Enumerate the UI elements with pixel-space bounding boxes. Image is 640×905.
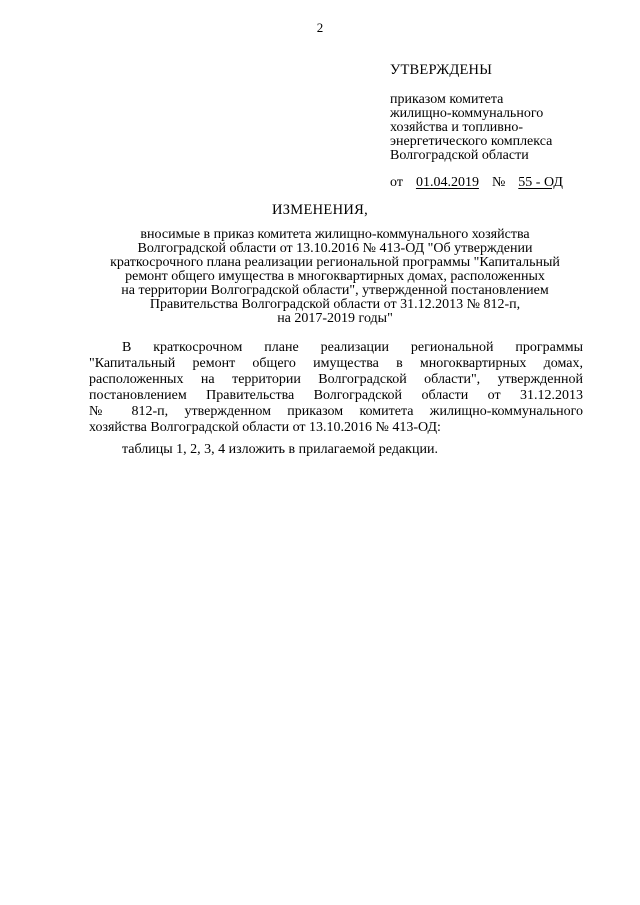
approval-block: [390, 62, 610, 191]
approval-date: 01.04.2019: [415, 175, 479, 190]
approval-line: энергетического комплекса: [390, 134, 553, 149]
body-line: расположенных на территории Волгоградской области", утвержденной: [89, 372, 583, 387]
subtitle-line: ремонт общего имущества в многоквартирных домах, расположенных: [125, 269, 545, 284]
approval-line: жилищно-коммунального: [390, 106, 544, 121]
approval-heading: УТВЕРЖДЕНЫ: [390, 62, 493, 78]
subtitle-line: Волгоградской области от 13.10.2016 № 413-ОД "Об утверждении: [137, 241, 533, 256]
body-line: постановлением Правительства Волгоградской области от 31.12.2013: [89, 388, 583, 403]
subtitle-line: на территории Волгоградской области", утвержденной постановлением: [121, 283, 549, 298]
subtitle-line: краткосрочного плана реализации региональной программы "Капитальный: [110, 255, 560, 270]
body-paragraph-2: таблицы 1, 2, 3, 4 изложить в прилагаемой редакции.: [122, 442, 438, 457]
approval-date-line: [390, 175, 610, 191]
approval-line: приказом комитета: [390, 92, 504, 107]
approval-number: 55 - ОД: [518, 175, 563, 190]
body-line: № 812-п, утвержденном приказом комитета жилищно-коммунального: [89, 404, 583, 419]
subtitle-line: вносимые в приказ комитета жилищно-коммунального хозяйства: [140, 227, 530, 242]
body-line: хозяйства Волгоградской области от 13.10.2016 № 413-ОД:: [89, 420, 441, 435]
number-prefix: №: [491, 175, 506, 190]
body-line: "Капитальный ремонт общего имущества в многоквартирных домах,: [89, 356, 583, 371]
document-title: ИЗМЕНЕНИЯ,: [271, 202, 369, 218]
subtitle-line: на 2017-2019 годы": [277, 311, 393, 326]
approval-lines: [390, 93, 610, 163]
body-paragraph: [89, 340, 583, 436]
subtitle-line: Правительства Волгоградской области от 31.12.2013 № 812-п,: [149, 297, 521, 312]
page-number: 2: [316, 20, 324, 35]
approval-line: хозяйства и топливно-: [390, 120, 524, 135]
date-prefix: от: [390, 175, 403, 190]
body-line: В краткосрочном плане реализации региональной программы: [122, 340, 583, 355]
document-subtitle: [85, 228, 585, 326]
approval-line: Волгоградской области: [390, 148, 529, 163]
